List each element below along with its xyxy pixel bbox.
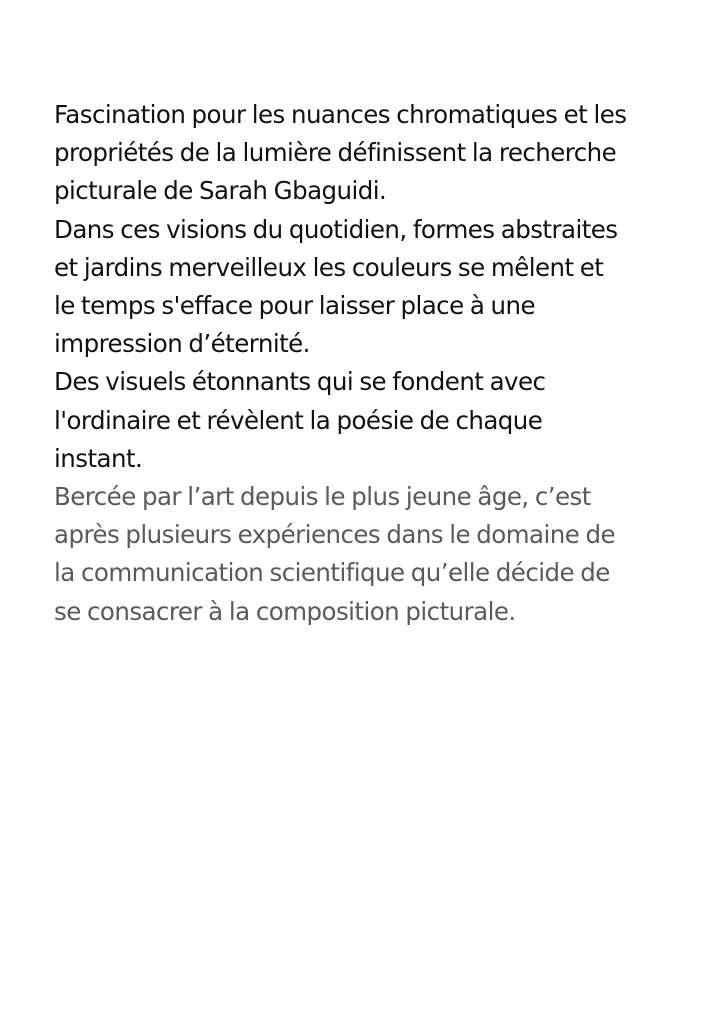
- text-line: impression d’éternité.: [54, 329, 310, 359]
- paragraph-visions: [54, 211, 684, 364]
- text-line: Dans ces visions du quotidien, formes abstraites: [54, 214, 618, 244]
- text-line: Fascination pour les nuances chromatiques et les: [54, 100, 627, 129]
- text-line: picturale de Sarah Gbaguidi.: [54, 176, 387, 206]
- text-line: la communication scientifique qu’elle décide de: [54, 558, 610, 588]
- paragraph-intro: [54, 96, 684, 211]
- text-line: et jardins merveilleux les couleurs se mêlent et: [54, 252, 604, 282]
- text-line: Des visuels étonnants qui se fondent avec: [54, 367, 546, 397]
- text-line: propriétés de la lumière définissent la recherche: [54, 138, 617, 168]
- paragraph-biography: [54, 478, 684, 631]
- text-line: instant.: [54, 443, 143, 473]
- text-line: le temps s'efface pour laisser place à une: [54, 291, 536, 321]
- text-line: se consacrer à la composition picturale.: [54, 596, 516, 626]
- text-line: l'ordinaire et révèlent la poésie de chaque: [54, 405, 543, 435]
- paragraph-visuals: [54, 363, 684, 478]
- text-line: Bercée par l’art depuis le plus jeune âge, c’est: [54, 482, 591, 512]
- body-text: [54, 96, 684, 631]
- text-line: après plusieurs expériences dans le domaine de: [54, 520, 616, 550]
